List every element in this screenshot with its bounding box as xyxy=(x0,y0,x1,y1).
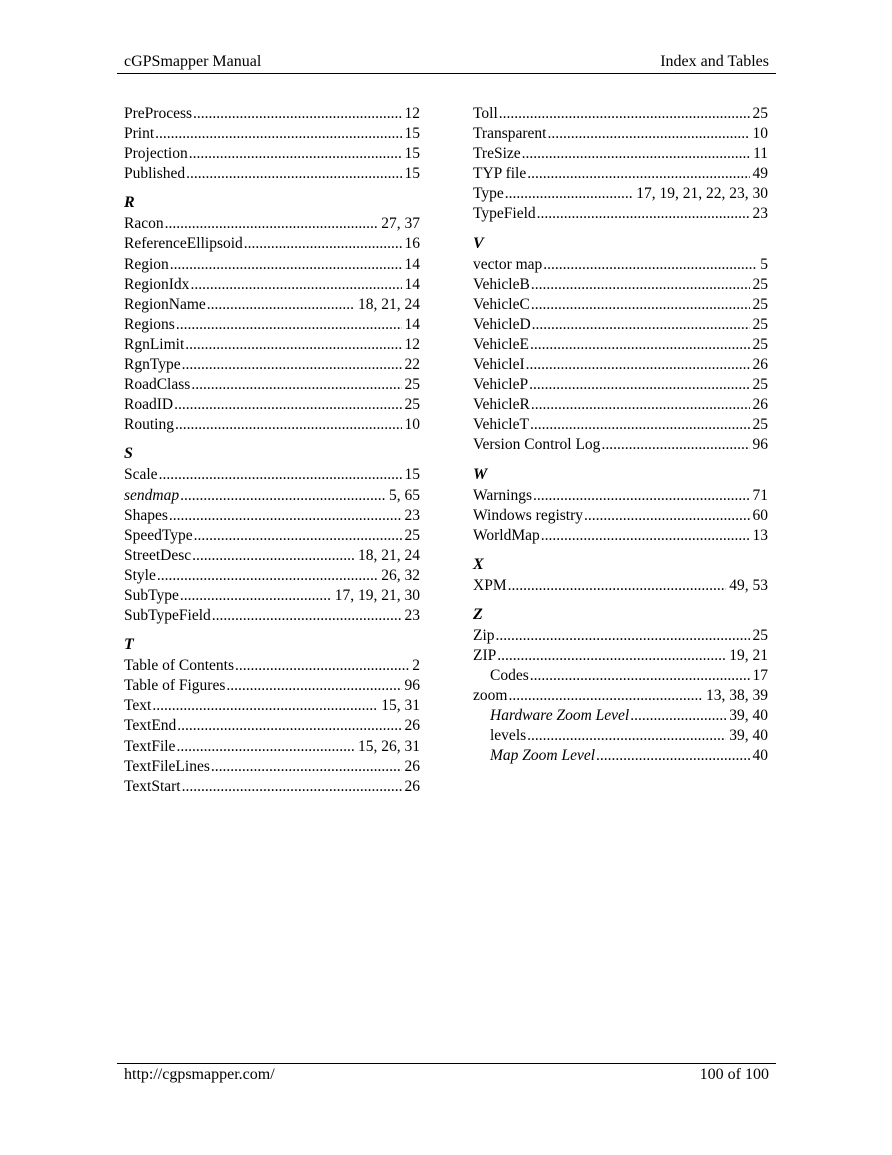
dot-leader xyxy=(155,124,401,144)
index-page-refs: 2 xyxy=(412,657,420,675)
index-entry xyxy=(473,255,768,275)
dot-leader xyxy=(522,144,750,164)
index-term: SubTypeField xyxy=(124,607,211,625)
dot-leader xyxy=(207,295,355,315)
index-entry xyxy=(124,124,420,144)
dot-leader xyxy=(499,104,750,124)
index-letter-heading: T xyxy=(124,636,134,654)
index-entry xyxy=(473,626,768,646)
index-term: Table of Figures xyxy=(124,677,226,695)
index-entry xyxy=(473,726,768,746)
dot-leader xyxy=(496,626,750,646)
index-entry xyxy=(124,295,420,315)
index-page-refs: 15 xyxy=(404,125,420,143)
index-letter-heading: Z xyxy=(473,605,483,623)
index-term: TextStart xyxy=(124,777,181,795)
dot-leader xyxy=(532,315,750,335)
index-term: Style xyxy=(124,566,156,584)
index-term: Codes xyxy=(490,667,529,685)
index-page-refs: 60 xyxy=(752,506,768,524)
dot-leader xyxy=(596,746,749,766)
index-page-refs: 49, 53 xyxy=(729,576,768,594)
index-term: Regions xyxy=(124,315,175,333)
index-page-refs: 15, 26, 31 xyxy=(358,737,420,755)
dot-leader xyxy=(186,164,401,184)
index-page-refs: 25 xyxy=(404,396,420,414)
index-term: RegionIdx xyxy=(124,275,190,293)
index-page-refs: 17 xyxy=(752,667,768,685)
page-number: 100 of 100 xyxy=(699,1066,769,1083)
dot-leader xyxy=(244,234,402,254)
index-term: Published xyxy=(124,165,186,183)
index-term: TextFileLines xyxy=(124,757,210,775)
index-column-left xyxy=(124,104,420,797)
index-entry xyxy=(124,104,420,124)
index-term: TextEnd xyxy=(124,717,177,735)
index-entry xyxy=(473,124,768,144)
index-entry xyxy=(124,144,420,164)
index-entry xyxy=(124,716,420,736)
index-entry xyxy=(124,465,420,485)
dot-leader xyxy=(543,255,757,275)
index-term: TypeField xyxy=(473,205,536,223)
index-term: Table of Contents xyxy=(124,657,234,675)
index-term: Toll xyxy=(473,105,498,122)
dot-leader xyxy=(152,696,378,716)
dot-leader xyxy=(584,506,749,526)
index-entry xyxy=(473,375,768,395)
index-page-refs: 17, 19, 21, 22, 23, 30 xyxy=(636,185,768,203)
index-entry xyxy=(473,435,768,455)
index-term: Routing xyxy=(124,416,174,434)
dot-leader xyxy=(531,275,750,295)
index-term: RoadClass xyxy=(124,376,191,394)
index-term: TreSize xyxy=(473,145,521,163)
index-term: Transparent xyxy=(473,125,547,143)
index-entry xyxy=(473,144,768,164)
index-page-refs: 13, 38, 39 xyxy=(706,687,768,705)
index-entry xyxy=(473,686,768,706)
dot-leader xyxy=(157,566,378,586)
index-page-refs: 16 xyxy=(404,235,420,253)
index-page-refs: 26 xyxy=(404,777,420,795)
index-entry xyxy=(473,746,768,766)
index-entry xyxy=(473,415,768,435)
index-page-refs: 25 xyxy=(404,526,420,544)
dot-leader xyxy=(175,415,402,435)
index-page-refs: 15 xyxy=(404,165,420,183)
index-page-refs: 26 xyxy=(404,717,420,735)
index-entry xyxy=(124,255,420,275)
index-page-refs: 26 xyxy=(404,757,420,775)
index-page-refs: 12 xyxy=(404,105,420,122)
index-term: Projection xyxy=(124,145,188,163)
index-page-refs: 26 xyxy=(752,396,768,414)
index-entry xyxy=(473,275,768,295)
index-entry xyxy=(124,275,420,295)
index-term: VehicleT xyxy=(473,416,529,434)
index-page-refs: 11 xyxy=(753,145,768,163)
dot-leader xyxy=(180,586,332,606)
page-footer xyxy=(117,1063,776,1086)
index-entry xyxy=(124,335,420,355)
index-term: VehicleD xyxy=(473,315,531,333)
dot-leader xyxy=(189,144,402,164)
index-entry xyxy=(124,757,420,777)
index-entry xyxy=(124,546,420,566)
header-title: cGPSmapper Manual xyxy=(124,53,262,70)
index-page-refs: 14 xyxy=(404,275,420,293)
dot-leader xyxy=(169,506,402,526)
dot-leader xyxy=(165,214,379,234)
dot-leader xyxy=(508,576,727,596)
index-entry xyxy=(473,506,768,526)
index-entry xyxy=(124,234,420,254)
dot-leader xyxy=(192,546,355,566)
dot-leader xyxy=(211,757,402,777)
dot-leader xyxy=(508,686,703,706)
page-header xyxy=(117,51,776,74)
footer-url: http://cgpsmapper.com/ xyxy=(124,1066,275,1083)
index-page-refs: 5 xyxy=(760,255,768,273)
index-term: Print xyxy=(124,125,155,143)
index-page-refs: 71 xyxy=(752,486,768,504)
dot-leader xyxy=(180,486,386,506)
index-entry xyxy=(473,184,768,204)
dot-leader xyxy=(177,716,401,736)
index-page-refs: 23 xyxy=(404,607,420,625)
index-term: Region xyxy=(124,255,169,273)
index-column-right xyxy=(473,104,768,767)
index-page-refs: 18, 21, 24 xyxy=(358,295,420,313)
index-term: Map Zoom Level xyxy=(490,747,596,765)
dot-leader xyxy=(527,164,749,184)
dot-leader xyxy=(601,435,749,455)
index-letter-heading: V xyxy=(473,234,484,252)
index-page-refs: 26 xyxy=(752,356,768,374)
index-page-refs: 25 xyxy=(752,416,768,434)
index-term: Type xyxy=(473,185,504,203)
index-entry xyxy=(124,656,420,676)
dot-leader xyxy=(547,124,749,144)
index-entry xyxy=(473,335,768,355)
index-entry xyxy=(124,526,420,546)
dot-leader xyxy=(170,255,402,275)
index-page-refs: 22 xyxy=(404,356,420,374)
index-page-refs: 25 xyxy=(752,335,768,353)
index-page-refs: 13 xyxy=(752,526,768,544)
dot-leader xyxy=(527,726,726,746)
index-term: Text xyxy=(124,697,152,715)
index-entry xyxy=(124,315,420,335)
index-term: RegionName xyxy=(124,295,206,313)
dot-leader xyxy=(530,335,750,355)
dot-leader xyxy=(541,526,750,546)
index-term: Zip xyxy=(473,626,495,644)
index-entry xyxy=(124,506,420,526)
dot-leader xyxy=(533,486,749,506)
index-entry xyxy=(124,606,420,626)
dot-leader xyxy=(194,526,402,546)
index-entry xyxy=(124,696,420,716)
index-page-refs: 10 xyxy=(752,125,768,143)
dot-leader xyxy=(497,646,726,666)
dot-leader xyxy=(191,375,401,395)
index-entry xyxy=(473,646,768,666)
index-entry xyxy=(124,566,420,586)
index-entry xyxy=(124,375,420,395)
index-term: sendmap xyxy=(124,486,180,504)
index-entry xyxy=(124,586,420,606)
index-page-refs: 14 xyxy=(404,255,420,273)
index-page-refs: 25 xyxy=(752,626,768,644)
index-page-refs: 25 xyxy=(404,376,420,394)
dot-leader xyxy=(235,656,409,676)
index-entry xyxy=(124,486,420,506)
index-entry xyxy=(473,315,768,335)
index-entry xyxy=(473,204,768,224)
index-page-refs: 26, 32 xyxy=(381,566,420,584)
index-term: TextFile xyxy=(124,737,176,755)
index-term: vector map xyxy=(473,255,543,273)
index-letter-heading: W xyxy=(473,465,488,483)
index-term: WorldMap xyxy=(473,526,540,544)
dot-leader xyxy=(193,104,401,124)
index-entry xyxy=(473,295,768,315)
index-page-refs: 96 xyxy=(752,436,768,454)
index-page-refs: 25 xyxy=(752,315,768,333)
dot-leader xyxy=(531,295,750,315)
index-term: Racon xyxy=(124,215,164,233)
dot-leader xyxy=(212,606,402,626)
index-entry xyxy=(473,526,768,546)
index-entry xyxy=(473,104,768,124)
dot-leader xyxy=(530,415,750,435)
index-entry xyxy=(473,666,768,686)
index-entry xyxy=(124,415,420,435)
index-page-refs: 5, 65 xyxy=(389,486,420,504)
index-term: RoadID xyxy=(124,396,174,414)
dot-leader xyxy=(176,737,355,757)
index-entry xyxy=(473,706,768,726)
index-term: Scale xyxy=(124,466,158,484)
index-entry xyxy=(124,395,420,415)
index-term: ReferenceEllipsoid xyxy=(124,235,243,253)
index-page-refs: 40 xyxy=(752,747,768,765)
index-term: RgnLimit xyxy=(124,335,185,353)
index-page-refs: 25 xyxy=(752,376,768,394)
index-term: Windows registry xyxy=(473,506,584,524)
index-entry xyxy=(473,164,768,184)
index-entry xyxy=(473,576,768,596)
index-entry xyxy=(473,486,768,506)
index-entry xyxy=(124,214,420,234)
index-entry xyxy=(124,164,420,184)
index-page-refs: 25 xyxy=(752,275,768,293)
index-term: VehicleB xyxy=(473,275,530,293)
index-page-refs: 12 xyxy=(404,335,420,353)
index-term: XPM xyxy=(473,576,507,594)
index-term: VehicleR xyxy=(473,396,530,414)
index-term: Hardware Zoom Level xyxy=(490,707,630,725)
dot-leader xyxy=(226,676,401,696)
dot-leader xyxy=(190,275,401,295)
dot-leader xyxy=(505,184,633,204)
index-term: Version Control Log xyxy=(473,436,601,454)
index-page-refs: 96 xyxy=(404,677,420,695)
index-page-refs: 49 xyxy=(752,165,768,183)
index-term: VehicleC xyxy=(473,295,530,313)
index-page-refs: 15, 31 xyxy=(381,697,420,715)
index-page-refs: 10 xyxy=(404,416,420,434)
header-section: Index and Tables xyxy=(660,53,769,70)
dot-leader xyxy=(176,315,402,335)
index-term: levels xyxy=(490,727,527,745)
index-entry xyxy=(473,355,768,375)
index-term: VehicleP xyxy=(473,376,529,394)
dot-leader xyxy=(174,395,401,415)
index-term: PreProcess xyxy=(124,105,193,122)
index-term: SpeedType xyxy=(124,526,193,544)
index-letter-heading: R xyxy=(124,194,135,212)
dot-leader xyxy=(537,204,750,224)
index-page-refs: 14 xyxy=(404,315,420,333)
index-entry xyxy=(124,355,420,375)
index-letter-heading: S xyxy=(124,445,133,463)
index-entry xyxy=(124,676,420,696)
index-page-refs: 23 xyxy=(752,205,768,223)
index-term: VehicleE xyxy=(473,335,529,353)
index-page-refs: 19, 21 xyxy=(729,646,768,664)
dot-leader xyxy=(182,355,402,375)
dot-leader xyxy=(630,706,726,726)
index-term: Warnings xyxy=(473,486,533,504)
index-page-refs: 25 xyxy=(752,295,768,313)
dot-leader xyxy=(182,777,402,797)
index-page-refs: 17, 19, 21, 30 xyxy=(334,586,420,604)
dot-leader xyxy=(159,465,402,485)
dot-leader xyxy=(185,335,401,355)
index-page-refs: 15 xyxy=(404,466,420,484)
index-page-refs: 15 xyxy=(404,145,420,163)
index-page-refs: 39, 40 xyxy=(729,727,768,745)
index-term: TYP file xyxy=(473,165,527,183)
index-term: RgnType xyxy=(124,356,181,374)
index-page-refs: 27, 37 xyxy=(381,215,420,233)
index-page-refs: 39, 40 xyxy=(729,707,768,725)
index-entry xyxy=(124,777,420,797)
index-term: Shapes xyxy=(124,506,168,524)
dot-leader xyxy=(529,375,749,395)
index-term: ZIP xyxy=(473,646,497,664)
index-entry xyxy=(124,737,420,757)
index-page-refs: 25 xyxy=(752,105,768,122)
index-term: VehicleI xyxy=(473,356,525,374)
index-page-refs: 23 xyxy=(404,506,420,524)
index-entry xyxy=(473,395,768,415)
index-term: zoom xyxy=(473,687,508,705)
index-term: SubType xyxy=(124,586,179,604)
index-term: StreetDesc xyxy=(124,546,192,564)
index-letter-heading: X xyxy=(473,555,484,573)
dot-leader xyxy=(531,395,750,415)
dot-leader xyxy=(530,666,750,686)
dot-leader xyxy=(526,355,750,375)
index-page-refs: 18, 21, 24 xyxy=(358,546,420,564)
